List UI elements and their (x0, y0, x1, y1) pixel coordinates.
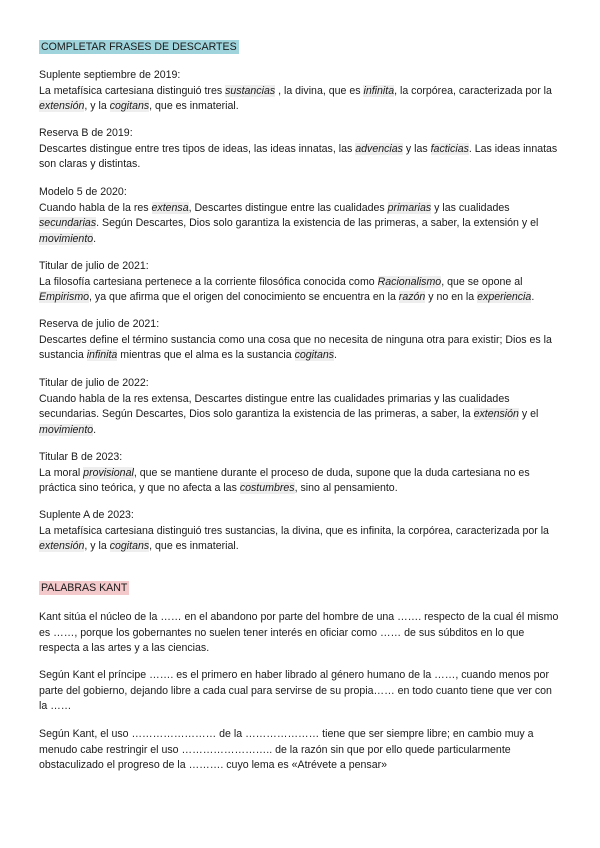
answer-word: extensa (151, 201, 189, 214)
exercise-label: Modelo 5 de 2020: (39, 186, 127, 198)
answer-word: infinita (86, 349, 118, 362)
exercise-sentence: La metafísica cartesiana distinguió tres sustancias, la divina, que es infinita, la corpórea, caracterizada por la extensión, y la cogitans, que es inmaterial. (39, 524, 549, 553)
answer-word: Racionalismo (377, 275, 442, 288)
exercise-sentence: Cuando habla de la res extensa, Descartes distingue entre las cualidades primarias y las cualidades secundarias. Según Descartes, Dios solo garantiza la existencia de las primeras, a saber, la extensión y el movimiento. (39, 201, 539, 245)
section-title-descartes: COMPLETAR FRASES DE DESCARTES (41, 41, 237, 53)
answer-word: costumbres (239, 482, 295, 495)
answer-word: extensión (39, 540, 85, 553)
exercise-label: Suplente A de 2023: (39, 509, 134, 521)
exercise-item (39, 508, 561, 555)
exercise-sentence: Descartes distingue entre tres tipos de ideas, las ideas innatas, las advencias y las facticias. Las ideas innatas son claras y distintas. (39, 142, 558, 171)
answer-word: cogitans (294, 349, 335, 362)
section-title-kant: PALABRAS KANT (41, 582, 128, 594)
answer-word: advencias (355, 142, 403, 155)
exercise-sentence: Descartes define el término sustancia como una cosa que no necesita de ninguna otra para existir; Dios es la sustancia infinita mientras que el alma es la sustancia cogitans. (39, 333, 552, 362)
answer-word: extensión (39, 100, 85, 113)
answer-word: movimiento (39, 232, 94, 245)
answer-word: extensión (473, 408, 519, 421)
answer-word: secundarias (39, 217, 97, 230)
exercise-sentence: Cuando habla de la res extensa, Descartes distingue entre las cualidades primarias y las cualidades secundarias. Según Descartes, Dios solo garantiza la existencia de las primeras, a saber, la extensión y el movimiento. (39, 392, 539, 436)
exercise-item (39, 317, 561, 364)
exercise-sentence: La filosofía cartesiana pertenece a la corriente filosófica conocida como Racionalismo, que se opone al Empirismo, ya que afirma que el origen del conocimiento se encuentra en la razón y no en la experiencia. (39, 275, 535, 304)
exercise-label: Reserva de julio de 2021: (39, 318, 160, 330)
exercise-item (39, 126, 561, 173)
answer-word: Empirismo (39, 291, 90, 304)
exercise-sentence: La metafísica cartesiana distinguió tres sustancias , la divina, que es infinita, la corpórea, caracterizada por la extensión, y la cogitans, que es inmaterial. (39, 84, 552, 113)
exercise-label: Titular B de 2023: (39, 451, 123, 463)
answer-word: experiencia (477, 291, 532, 304)
exercise-item (39, 259, 561, 306)
answer-word: razón (398, 291, 426, 304)
answer-word: facticias (430, 142, 469, 155)
kant-paragraph: Kant sitúa el núcleo de la …… en el abandono por parte del hombre de una ……. respecto de la cual él mismo es ……, porque los gobernantes no suelen tener interés en oficiar como …… de sus súbditos en lo que respecta a las artes y a las ciencias. (39, 611, 559, 655)
exercise-sentence: La moral provisional, que se mantiene durante el proceso de duda, supone que la duda cartesiana no es práctica sino teórica, y que no afecta a las costumbres, sino al pensamiento. (39, 466, 530, 495)
kant-paragraph: Según Kant, el uso …………………… de la ………………… tiene que ser siempre libre; en cambio muy a menudo cabe restringir el uso …………………….. de la razón sin que por ello quede particularmente obstaculizado el progreso de la ………. cuyo lema es «Atrévete a pensar» (39, 728, 534, 772)
answer-word: cogitans (109, 100, 150, 113)
answer-word: movimiento (39, 423, 94, 436)
answer-word: primarias (387, 201, 432, 214)
kant-paragraph: Según Kant el príncipe ……. es el primero en haber librado al género humano de la ……, cuando menos por parte del gobierno, dejando libre a cada cual para servirse de su propia…… en todo cuanto tiene que ver con la …… (39, 669, 552, 713)
answer-word: infinita (363, 84, 395, 97)
answer-word: sustancias (225, 84, 276, 97)
exercise-label: Reserva B de 2019: (39, 127, 133, 139)
exercise-item (39, 185, 561, 247)
exercise-item (39, 450, 561, 497)
answer-word: cogitans (109, 540, 150, 553)
exercise-label: Suplente septiembre de 2019: (39, 69, 181, 81)
exercise-item (39, 376, 561, 438)
exercise-item (39, 68, 561, 115)
exercise-label: Titular de julio de 2022: (39, 377, 149, 389)
answer-word: provisional (83, 466, 134, 479)
exercise-label: Titular de julio de 2021: (39, 260, 149, 272)
